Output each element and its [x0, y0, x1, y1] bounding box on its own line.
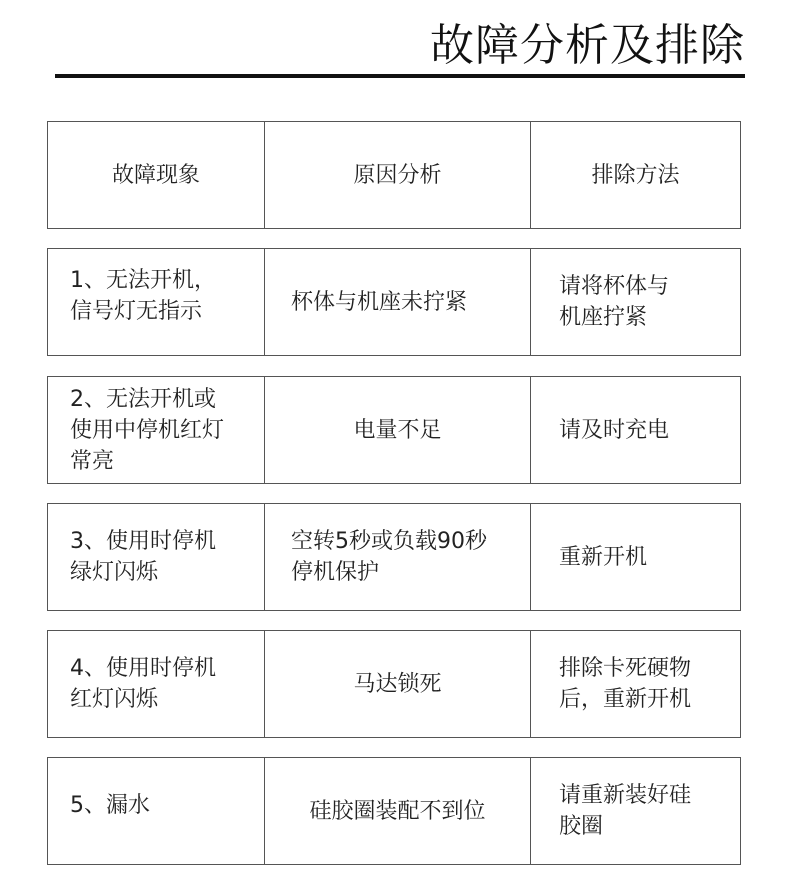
remedy-cell: 排除卡死硬物 后，重新开机 — [559, 656, 692, 712]
cause-cell: 杯体与机座未拧紧 — [265, 249, 531, 355]
cause-cell: 硅胶圈装配不到位 — [265, 758, 531, 864]
symptom-cell: 4、使用时停机 红灯闪烁 — [48, 631, 265, 737]
symptom-cell: 3、使用时停机 绿灯闪烁 — [48, 504, 265, 610]
cause-cell: 空转5秒或负载90秒 停机保护 — [265, 504, 531, 610]
remedy-cell: 请将杯体与 机座拧紧 — [559, 274, 670, 330]
symptom-cell: 1、无法开机， 信号灯无指示 — [48, 249, 265, 355]
remedy-cell: 重新开机 — [559, 544, 648, 570]
table-row — [47, 376, 741, 484]
symptom-cell: 2、无法开机或 使用中停机红灯 常亮 — [48, 377, 265, 483]
table-header-row — [47, 121, 741, 229]
remedy-cell: 请重新装好硅 胶圈 — [559, 783, 692, 839]
title-underline — [55, 74, 745, 78]
table-row — [47, 757, 741, 865]
header-remedy: 排除方法 — [591, 162, 680, 188]
header-cause: 原因分析 — [265, 122, 531, 228]
table-row — [47, 630, 741, 738]
symptom-cell: 5、漏水 — [48, 758, 265, 864]
cause-cell: 马达锁死 — [265, 631, 531, 737]
remedy-cell: 请及时充电 — [559, 417, 670, 443]
header-symptom: 故障现象 — [48, 122, 265, 228]
table-row — [47, 503, 741, 611]
cause-cell: 电量不足 — [265, 377, 531, 483]
table-row — [47, 248, 741, 356]
page-title: 故障分析及排除 — [430, 20, 745, 71]
